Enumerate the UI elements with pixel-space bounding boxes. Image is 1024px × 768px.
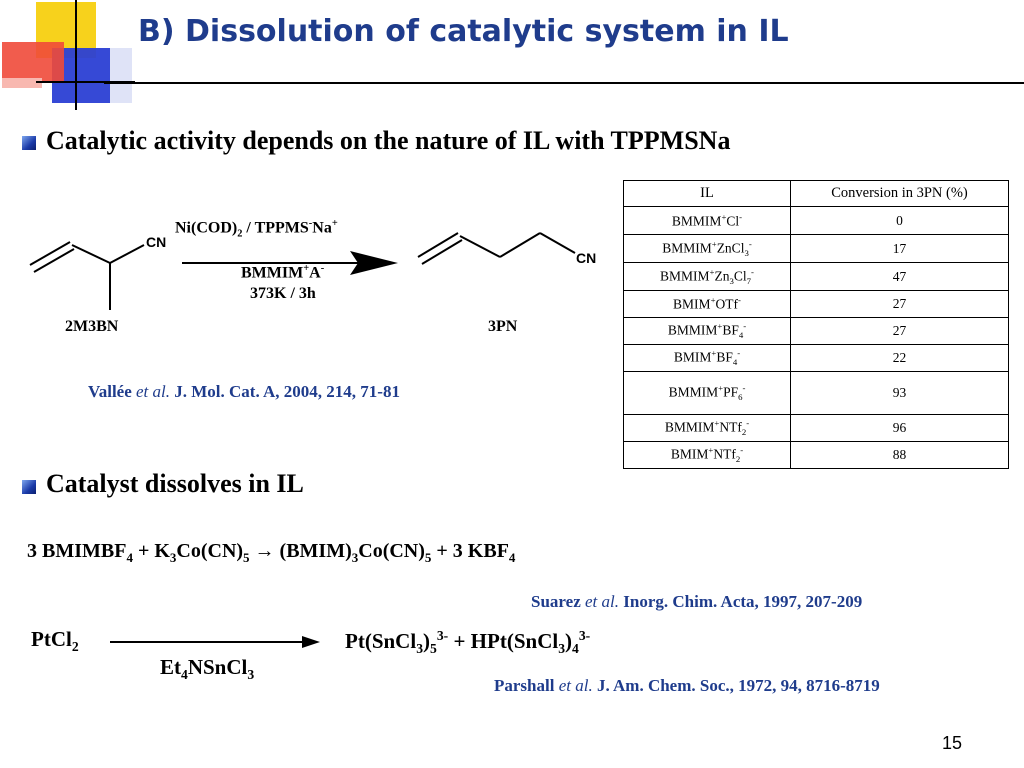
ref-citation: J. Mol. Cat. A, 2004, 214, 71-81	[174, 382, 400, 401]
table-cell-conversion: 17	[791, 235, 1009, 263]
bullet-icon	[22, 480, 36, 494]
table-cell-conversion: 22	[791, 345, 1009, 372]
table-cell-il: BMMIM+NTf$_2$-	[624, 415, 791, 442]
table-row	[624, 372, 1009, 415]
bullet-catalyst-dissolves: Catalyst dissolves in IL	[46, 469, 304, 498]
ref-author: Vallée	[88, 382, 132, 401]
table-row	[624, 263, 1009, 291]
reaction-conditions-temp: 373K / 3h	[250, 285, 316, 302]
table-cell-conversion: 0	[791, 207, 1009, 235]
table-cell-conversion: 88	[791, 442, 1009, 469]
table-cell-conversion: 27	[791, 291, 1009, 318]
bullet-catalytic-activity: Catalytic activity depends on the nature of IL with TPPMSNa	[46, 126, 731, 155]
table-row	[624, 207, 1009, 235]
table-header-conversion: Conversion in 3PN (%)	[791, 181, 1009, 207]
reference-suarez	[531, 592, 862, 612]
ref-etal: et al.	[558, 676, 593, 695]
product-label: 3PN	[488, 318, 518, 335]
table-header-il: IL	[624, 181, 791, 207]
table-row	[624, 415, 1009, 442]
table-row	[624, 235, 1009, 263]
reactant-label: 2M3BN	[65, 318, 119, 335]
reference-parshall	[494, 676, 880, 696]
ref-etal: et al.	[585, 592, 619, 611]
table-row	[624, 318, 1009, 345]
table-cell-conversion: 27	[791, 318, 1009, 345]
reference-vallee	[88, 382, 400, 402]
equation-platinum-arrow	[110, 630, 325, 654]
ref-citation: J. Am. Chem. Soc., 1972, 94, 8716-8719	[596, 676, 880, 695]
table-cell-il: $BMMIM^+Zn_3Cl_7^-$	[624, 263, 791, 291]
table-header-row	[624, 181, 1009, 207]
table-cell-il: $BMIM^+BF_4^-$	[624, 345, 791, 372]
table-row	[624, 345, 1009, 372]
equation-cobalt: 3 $BMIMBF_4 + K_3Co(CN)_5$ → $(BMIM)_3Co(CN)_5 + 3$ $KBF_4$	[27, 540, 516, 565]
ref-author: Suarez	[531, 592, 581, 611]
table-cell-il: BMMIM+Cl-	[624, 207, 791, 235]
table-cell-il: $BMMIM^+BF_4^-$	[624, 318, 791, 345]
table-cell-conversion: 93	[791, 372, 1009, 415]
ref-author: Parshall	[494, 676, 555, 695]
table-cell-il: BMIM+OTf-	[624, 291, 791, 318]
slide-title: B) Dissolution of catalytic system in IL	[138, 14, 789, 49]
ref-citation: Inorg. Chim. Acta, 1997, 207-209	[623, 592, 863, 611]
table-cell-il: BMIM+NTf$_2$-	[624, 442, 791, 469]
reaction-conditions-solvent: BMMIM+A-	[241, 263, 325, 282]
table-row	[624, 291, 1009, 318]
product-structure	[418, 233, 575, 264]
equation-platinum-products: $Pt(SnCl_3)_5^{3-}$ + $HPt(SnCl_3)_4^{3-}$	[345, 628, 591, 657]
table-row	[624, 442, 1009, 469]
table-cell-il: BMMIM+ZnCl$_3$-	[624, 235, 791, 263]
il-conversion-table	[623, 180, 1009, 469]
bullet-icon	[22, 136, 36, 150]
reaction-conditions-catalyst: $Ni(COD)_2$ / TPPMS-Na+	[175, 218, 338, 240]
equation-platinum-reactant: PtCl$_2$	[31, 627, 79, 655]
equation-platinum-reagent: $Et_4NSnCl_3$	[160, 655, 255, 683]
ref-etal: et al.	[136, 382, 171, 401]
slide-logo	[0, 0, 135, 110]
table-cell-conversion: 96	[791, 415, 1009, 442]
table-cell-conversion: 47	[791, 263, 1009, 291]
reactant-cn-label: CN	[146, 234, 167, 250]
product-cn-label: CN	[576, 250, 597, 266]
title-divider	[104, 82, 1024, 84]
page-number: 15	[941, 733, 962, 753]
reactant-structure	[30, 242, 144, 310]
table-cell-il: $BMMIM^+PF_6^-$	[624, 372, 791, 415]
